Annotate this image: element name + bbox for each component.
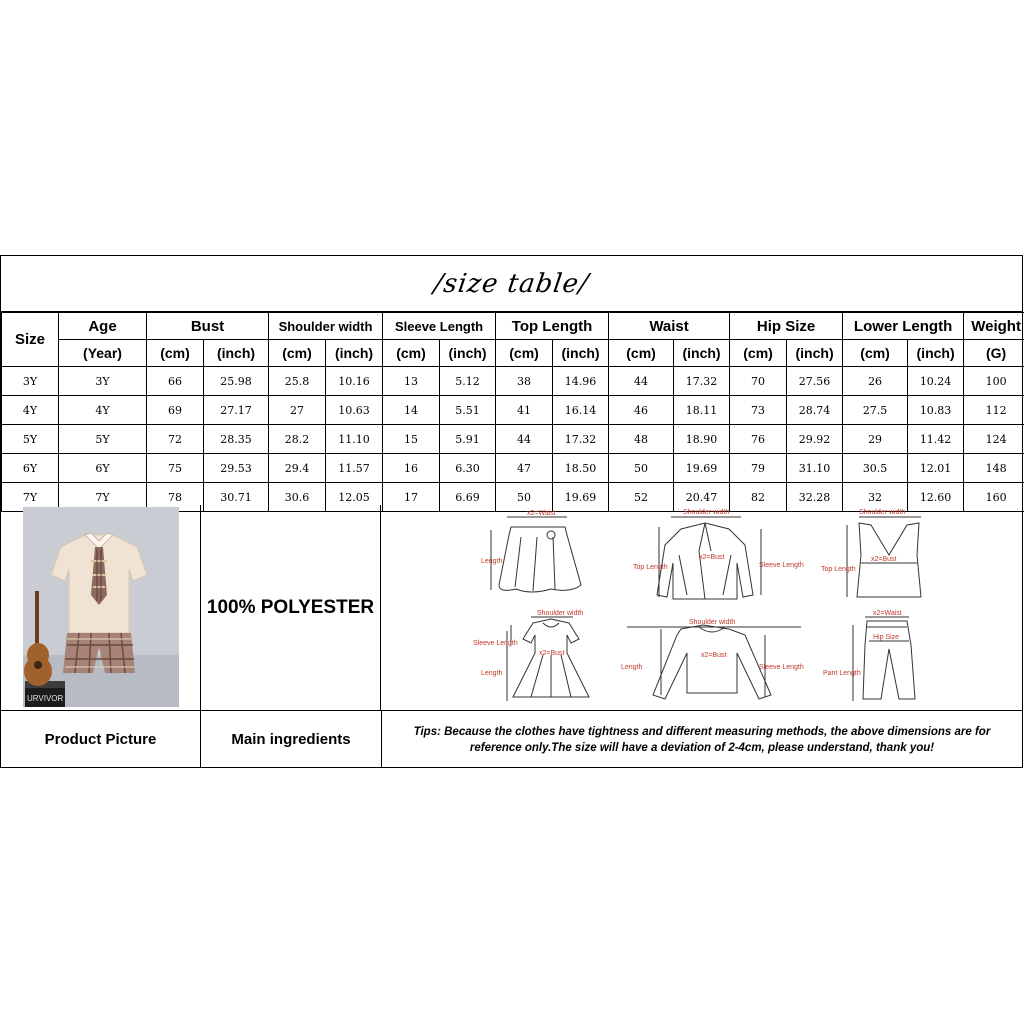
table-cell: 28.74 xyxy=(787,396,843,425)
table-cell: 6.69 xyxy=(440,483,496,512)
label-pant-length: Pant Length xyxy=(823,670,861,677)
table-cell: 29.4 xyxy=(269,454,326,483)
product-picture-label: Product Picture xyxy=(1,711,201,768)
table-cell: 27.5 xyxy=(843,396,908,425)
table-cell: 79 xyxy=(730,454,787,483)
table-cell: 17.32 xyxy=(553,425,609,454)
size-table-title: /size table/ xyxy=(431,268,592,299)
table-row xyxy=(2,396,1024,425)
product-picture-cell xyxy=(1,505,201,710)
unit-gram: (G) xyxy=(964,340,1024,367)
table-cell: 48 xyxy=(609,425,674,454)
table-cell: 27.17 xyxy=(204,396,269,425)
label-shoulder-width-4: Shoulder width xyxy=(689,619,736,626)
unit-year: (Year) xyxy=(59,340,147,367)
table-cell: 16.14 xyxy=(553,396,609,425)
table-cell: 25.98 xyxy=(204,367,269,396)
unit-cm: (cm) xyxy=(147,340,204,367)
table-cell: 10.24 xyxy=(908,367,964,396)
unit-inch: (inch) xyxy=(440,340,496,367)
table-cell: 46 xyxy=(609,396,674,425)
skirt-diagram xyxy=(491,517,581,592)
measurement-diagrams xyxy=(381,505,1022,710)
table-cell: 26 xyxy=(843,367,908,396)
table-cell: 18.11 xyxy=(674,396,730,425)
header-bust: Bust xyxy=(147,313,269,340)
size-chart-sheet xyxy=(0,255,1023,768)
product-photo xyxy=(1,505,201,710)
measurement-diagram xyxy=(381,505,1022,710)
table-cell: 7Y xyxy=(59,483,147,512)
unit-inch: (inch) xyxy=(553,340,609,367)
table-cell: 6Y xyxy=(2,454,59,483)
table-cell: 30.6 xyxy=(269,483,326,512)
unit-inch: (inch) xyxy=(908,340,964,367)
table-cell: 10.83 xyxy=(908,396,964,425)
table-cell: 5.12 xyxy=(440,367,496,396)
header-hip-size: Hip Size xyxy=(730,313,843,340)
book-spine-text: URVIVOR xyxy=(27,694,64,703)
pants-diagram xyxy=(853,617,915,701)
label-length-3: Length xyxy=(621,664,643,671)
unit-cm: (cm) xyxy=(269,340,326,367)
table-row xyxy=(2,425,1024,454)
bottom-section xyxy=(1,505,1022,767)
label-shoulder-width-3: Shoulder width xyxy=(537,610,584,617)
table-cell: 12.01 xyxy=(908,454,964,483)
tips-note: Tips: Because the clothes have tightness and different measuring methods, the above dimensions are for reference only.The size will have a deviation of 2-4cm, please understand, thank you! xyxy=(413,725,991,754)
table-cell: 18.90 xyxy=(674,425,730,454)
table-cell: 29.92 xyxy=(787,425,843,454)
table-cell: 3Y xyxy=(59,367,147,396)
table-cell: 28.2 xyxy=(269,425,326,454)
label-row xyxy=(1,710,1022,768)
material-cell xyxy=(201,505,381,710)
table-cell: 7Y xyxy=(2,483,59,512)
table-cell: 27.56 xyxy=(787,367,843,396)
header-row xyxy=(2,313,1024,340)
table-cell: 69 xyxy=(147,396,204,425)
table-cell: 17.32 xyxy=(674,367,730,396)
table-cell: 70 xyxy=(730,367,787,396)
table-cell: 76 xyxy=(730,425,787,454)
header-size: Size xyxy=(2,313,59,367)
table-cell: 78 xyxy=(147,483,204,512)
table-cell: 10.63 xyxy=(326,396,383,425)
table-cell: 112 xyxy=(964,396,1024,425)
header-shoulder-width: Shoulder width xyxy=(269,313,383,340)
label-shoulder-width-2: Shoulder width xyxy=(859,509,906,516)
label-waist-2: x2=Waist xyxy=(873,610,902,617)
table-cell: 4Y xyxy=(59,396,147,425)
material-text: 100% POLYESTER xyxy=(206,596,375,618)
label-top-length-2: Top Length xyxy=(821,566,856,573)
table-cell: 32 xyxy=(843,483,908,512)
unit-cm: (cm) xyxy=(496,340,553,367)
table-cell: 100 xyxy=(964,367,1024,396)
table-cell: 14.96 xyxy=(553,367,609,396)
unit-inch: (inch) xyxy=(787,340,843,367)
table-cell: 50 xyxy=(496,483,553,512)
header-age: Age xyxy=(59,313,147,340)
unit-cm: (cm) xyxy=(383,340,440,367)
header-top-length: Top Length xyxy=(496,313,609,340)
header-weight: Weight xyxy=(964,313,1024,340)
table-cell: 11.42 xyxy=(908,425,964,454)
table-cell: 73 xyxy=(730,396,787,425)
table-cell: 41 xyxy=(496,396,553,425)
table-cell: 16 xyxy=(383,454,440,483)
table-cell: 66 xyxy=(147,367,204,396)
table-row xyxy=(2,454,1024,483)
table-cell: 44 xyxy=(609,367,674,396)
label-bust-2: x2=Bust xyxy=(871,556,897,563)
table-cell: 27 xyxy=(269,396,326,425)
table-cell: 19.69 xyxy=(674,454,730,483)
table-cell: 3Y xyxy=(2,367,59,396)
table-cell: 124 xyxy=(964,425,1024,454)
label-length-2: Length xyxy=(481,670,503,677)
table-cell: 5Y xyxy=(59,425,147,454)
label-waist: x2=Waist xyxy=(527,510,556,517)
table-cell: 29 xyxy=(843,425,908,454)
title-row xyxy=(1,256,1022,312)
table-cell: 5.51 xyxy=(440,396,496,425)
table-cell: 25.8 xyxy=(269,367,326,396)
unit-inch: (inch) xyxy=(204,340,269,367)
table-cell: 12.60 xyxy=(908,483,964,512)
table-cell: 4Y xyxy=(2,396,59,425)
size-table xyxy=(1,312,1024,512)
label-bust-4: x2=Bust xyxy=(701,652,727,659)
label-bust-1: x2=Bust xyxy=(699,554,725,561)
table-cell: 19.69 xyxy=(553,483,609,512)
table-cell: 47 xyxy=(496,454,553,483)
table-cell: 13 xyxy=(383,367,440,396)
table-cell: 6.30 xyxy=(440,454,496,483)
table-cell: 17 xyxy=(383,483,440,512)
table-cell: 160 xyxy=(964,483,1024,512)
table-cell: 148 xyxy=(964,454,1024,483)
table-cell: 72 xyxy=(147,425,204,454)
unit-row xyxy=(2,340,1024,367)
table-cell: 15 xyxy=(383,425,440,454)
table-cell: 52 xyxy=(609,483,674,512)
table-cell: 20.47 xyxy=(674,483,730,512)
table-cell: 5Y xyxy=(2,425,59,454)
header-sleeve-length: Sleeve Length xyxy=(383,313,496,340)
header-waist: Waist xyxy=(609,313,730,340)
unit-inch: (inch) xyxy=(326,340,383,367)
label-top-length-1: Top Length xyxy=(633,564,668,571)
longsleeve-diagram xyxy=(627,625,801,699)
table-cell: 30.71 xyxy=(204,483,269,512)
table-cell: 10.16 xyxy=(326,367,383,396)
dress-diagram xyxy=(507,617,589,701)
label-bust-3: x2=Bust xyxy=(539,650,565,657)
table-cell: 38 xyxy=(496,367,553,396)
unit-inch: (inch) xyxy=(674,340,730,367)
label-shoulder-width-1: Shoulder width xyxy=(683,509,730,516)
table-cell: 82 xyxy=(730,483,787,512)
unit-cm: (cm) xyxy=(609,340,674,367)
table-cell: 11.57 xyxy=(326,454,383,483)
label-length: Length xyxy=(481,558,503,565)
table-cell: 30.5 xyxy=(843,454,908,483)
table-cell: 75 xyxy=(147,454,204,483)
label-sleeve-length-3: Sleeve Length xyxy=(759,664,804,671)
table-cell: 18.50 xyxy=(553,454,609,483)
table-cell: 28.35 xyxy=(204,425,269,454)
table-cell: 5.91 xyxy=(440,425,496,454)
table-row xyxy=(2,367,1024,396)
table-cell: 11.10 xyxy=(326,425,383,454)
unit-cm: (cm) xyxy=(843,340,908,367)
table-cell: 6Y xyxy=(59,454,147,483)
label-sleeve-length-2: Sleeve Length xyxy=(473,640,518,647)
unit-cm: (cm) xyxy=(730,340,787,367)
table-cell: 32.28 xyxy=(787,483,843,512)
label-hip-size: Hip Size xyxy=(873,634,900,641)
table-cell: 14 xyxy=(383,396,440,425)
main-ingredients-label: Main ingredients xyxy=(201,711,382,768)
table-cell: 31.10 xyxy=(787,454,843,483)
table-cell: 44 xyxy=(496,425,553,454)
table-cell: 50 xyxy=(609,454,674,483)
table-cell: 29.53 xyxy=(204,454,269,483)
header-lower-length: Lower Length xyxy=(843,313,964,340)
table-cell: 12.05 xyxy=(326,483,383,512)
label-sleeve-length-1: Sleeve Length xyxy=(759,562,804,569)
